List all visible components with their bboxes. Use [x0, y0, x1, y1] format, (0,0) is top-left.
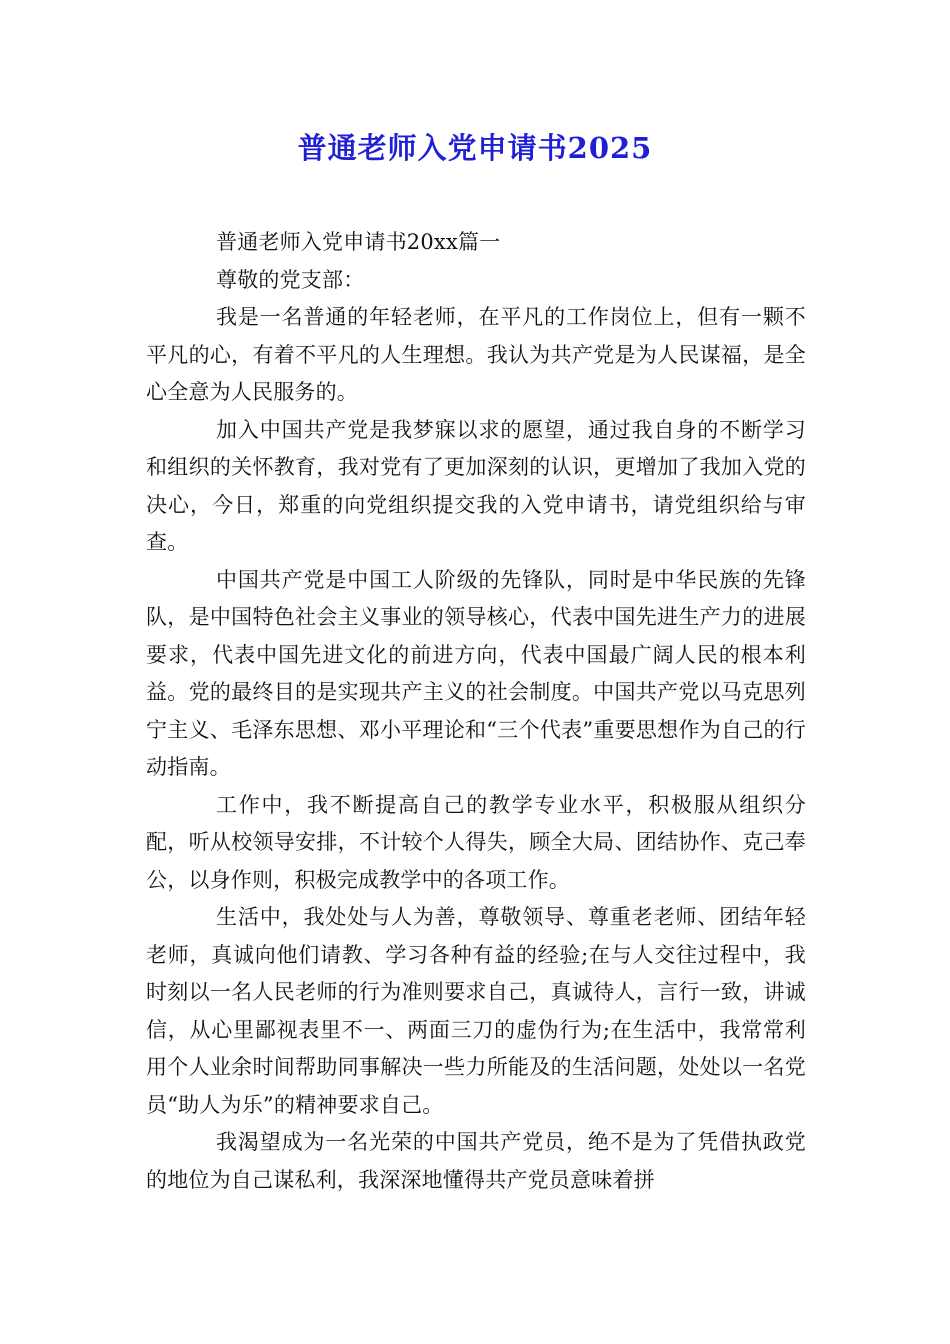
- paragraph-subtitle: 普通老师入党申请书20xx篇一: [216, 230, 501, 254]
- document-title: 普通老师入党申请书2025: [297, 131, 653, 165]
- paragraph: 我是一名普通的年轻老师，在平凡的工作岗位上，但有一颗不平凡的心，有着不平凡的人生理想。我认为共产党是为人民谋福，是全心全意为人民服务的。: [146, 305, 806, 404]
- paragraph: 生活中，我处处与人为善，尊敬领导、尊重老老师、团结年轻老师，真诚向他们请教、学习各种有益的经验;在与人交往过程中，我时刻以一名人民老师的行为准则要求自己，真诚待人，言行一致，讲诚信，从心里鄙视表里不一、两面三刀的虚伪行为;在生活中，我常常利用个人业余时间帮助同事解决一些力所能及的生活问题，处处以一名党员“助人为乐”的精神要求自己。: [146, 905, 806, 1117]
- paragraph: 中国共产党是中国工人阶级的先锋队，同时是中华民族的先锋队，是中国特色社会主义事业的领导核心，代表中国先进生产力的进展要求，代表中国先进文化的前进方向，代表中国最广阔人民的根本利益。党的最终目的是实现共产主义的社会制度。中国共产党以马克思列宁主义、毛泽东思想、邓小平理论和“三个代表”重要思想作为自己的行动指南。: [146, 567, 806, 779]
- paragraph: 工作中，我不断提高自己的教学专业水平，积极服从组织分配，听从校领导安排，不计较个人得失，顾全大局、团结协作、克己奉公，以身作则，积极完成教学中的各项工作。: [146, 792, 806, 892]
- document-body: [146, 224, 806, 1199]
- paragraph-salutation: 尊敬的党支部：: [216, 267, 365, 292]
- paragraph: 加入中国共产党是我梦寐以求的愿望，通过我自身的不断学习和组织的关怀教育，我对党有了更加深刻的认识，更增加了我加入党的决心，今日，郑重的向党组织提交我的入党申请书，请党组织给与审查。: [146, 417, 806, 554]
- paragraph: 我渴望成为一名光荣的中国共产党员，绝不是为了凭借执政党的地位为自己谋私利，我深深地懂得共产党员意味着拼: [146, 1130, 806, 1192]
